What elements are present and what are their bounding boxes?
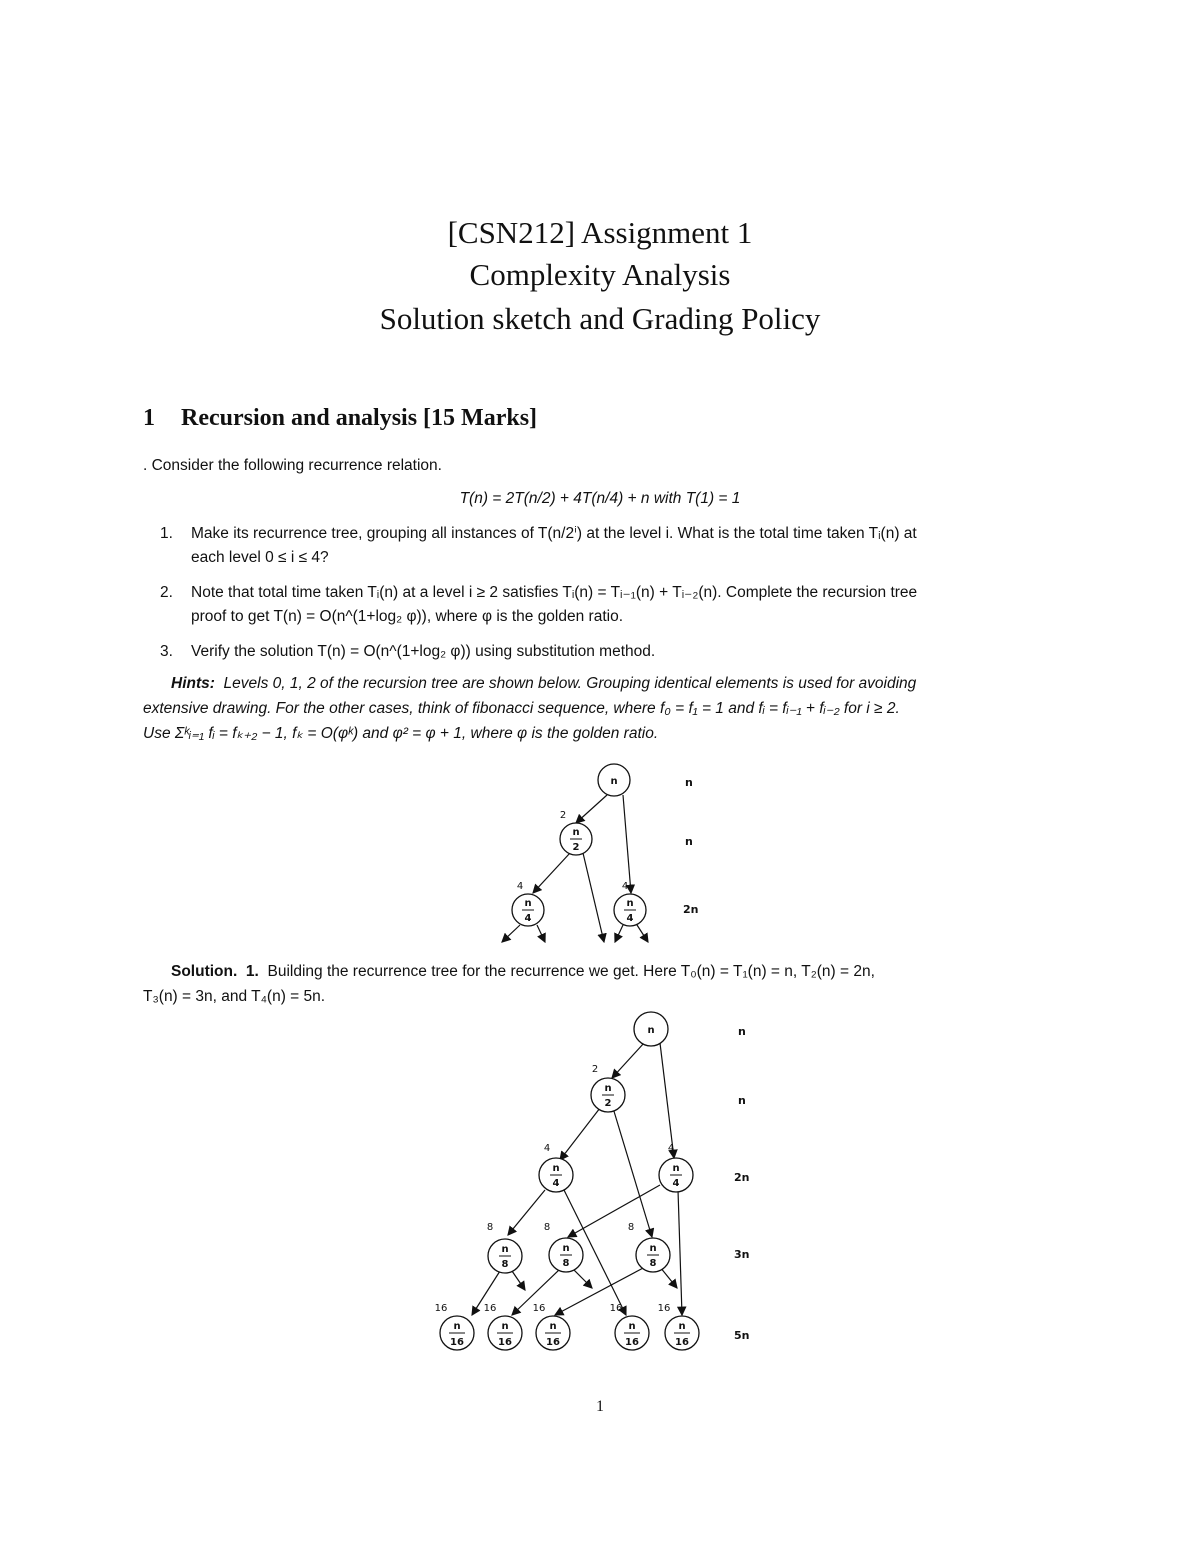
tree-full-edge bbox=[678, 1190, 682, 1315]
tree-small-l2-num: n bbox=[626, 898, 634, 909]
tree-full-l1-den: 2 bbox=[604, 1098, 612, 1109]
tree-small-l2-mult: 4 bbox=[516, 881, 524, 892]
tree-full-l3-num: n bbox=[501, 1244, 509, 1255]
question-1 bbox=[160, 522, 1060, 572]
tree-full-l1-num: n bbox=[604, 1083, 612, 1094]
tree-small-edge bbox=[637, 925, 648, 942]
tree-full-l3-den: 8 bbox=[649, 1258, 657, 1269]
recurrence-equation: T(n) = 2T(n/2) + 4T(n/4) + n with T(1) = 1 bbox=[459, 490, 741, 507]
hints-line-3: Use Σᵏᵢ₌₁ fᵢ = fₖ₊₂ − 1, fₖ = O(φᵏ) and φ² = φ + 1, where φ is the golden ratio. bbox=[143, 724, 659, 742]
tree-full-l4-num: n bbox=[678, 1321, 686, 1332]
tree-full-level-total: 5n bbox=[734, 1329, 750, 1342]
tree-small-level-total: 2n bbox=[683, 903, 699, 916]
tree-small-l1-den: 2 bbox=[572, 842, 580, 853]
tree-small-edge bbox=[533, 853, 570, 893]
tree-full-l2-mult: 4 bbox=[543, 1143, 551, 1154]
tree-full-edge bbox=[512, 1271, 525, 1290]
tree-full-l3-num: n bbox=[562, 1243, 570, 1254]
tree-small-edge bbox=[623, 795, 631, 893]
title-line-3: Solution sketch and Grading Policy bbox=[379, 301, 821, 336]
tree-full-edge bbox=[612, 1043, 644, 1078]
tree-full-l2-den: 4 bbox=[552, 1178, 560, 1189]
tree-full-l4-num: n bbox=[628, 1321, 636, 1332]
tree-full-edge bbox=[613, 1108, 652, 1237]
hints-line-1: Levels 0, 1, 2 of the recursion tree are shown below. Grouping identical elements is used for avoiding bbox=[223, 675, 917, 692]
tree-full-l3-den: 8 bbox=[501, 1259, 509, 1270]
question-2-line-1: Note that total time taken Tᵢ(n) at a level i ≥ 2 satisfies Tᵢ(n) = Tᵢ₋₁(n) + Tᵢ₋₂(n). Complete the recursion tree bbox=[191, 584, 918, 601]
solution-label: Solution. bbox=[171, 963, 238, 980]
tree-full-l4-mult: 16 bbox=[657, 1303, 671, 1314]
question-3 bbox=[160, 640, 1060, 666]
tree-full-l4-num: n bbox=[453, 1321, 461, 1332]
tree-full-l2-den: 4 bbox=[672, 1178, 680, 1189]
tree-full-l4-den: 16 bbox=[498, 1337, 512, 1348]
tree-full-edge bbox=[560, 1108, 600, 1160]
tree-small-level-total: n bbox=[685, 835, 693, 848]
tree-full-edge bbox=[660, 1043, 674, 1158]
tree-full-l4-mult: 16 bbox=[532, 1303, 546, 1314]
tree-full-l4-num: n bbox=[549, 1321, 557, 1332]
tree-small-l1-mult: 2 bbox=[559, 810, 567, 821]
hints-paragraph bbox=[143, 672, 1060, 746]
tree-small-diagram bbox=[480, 755, 720, 950]
question-2-marker: 2. bbox=[160, 584, 173, 601]
tree-full-l3-mult: 8 bbox=[543, 1222, 551, 1233]
question-1-line-2: each level 0 ≤ i ≤ 4? bbox=[191, 549, 329, 566]
tree-full-l3-den: 8 bbox=[562, 1258, 570, 1269]
tree-small-l2-den: 4 bbox=[524, 913, 532, 924]
tree-full-edge bbox=[573, 1269, 592, 1288]
solution-part: 1. bbox=[245, 963, 259, 980]
tree-full-l4-den: 16 bbox=[546, 1337, 560, 1348]
section-number: 1 bbox=[143, 405, 155, 431]
tree-full-l4-den: 16 bbox=[625, 1337, 639, 1348]
tree-full-edge bbox=[555, 1267, 645, 1315]
tree-small-edge bbox=[583, 853, 604, 942]
hints-label: Hints: bbox=[171, 675, 215, 692]
tree-full-diagram bbox=[420, 1005, 780, 1365]
hints-line-2: extensive drawing. For the other cases, think of fibonacci sequence, where f₀ = f₁ = 1 and fᵢ = fᵢ₋₁ + fᵢ₋₂ for i ≥ 2. bbox=[143, 699, 900, 717]
tree-small-edge bbox=[615, 925, 623, 942]
tree-full-level-total: n bbox=[738, 1094, 746, 1107]
tree-small-root-label: n bbox=[610, 776, 618, 787]
tree-full-l3-num: n bbox=[649, 1243, 657, 1254]
title-line-1: [CSN212] Assignment 1 bbox=[447, 215, 753, 250]
solution-line-2: T₃(n) = 3n, and T₄(n) = 5n. bbox=[143, 987, 326, 1005]
tree-full-edge bbox=[568, 1185, 660, 1237]
tree-full-l4-mult: 16 bbox=[483, 1303, 497, 1314]
solution-line-1: Building the recurrence tree for the recurrence we get. Here T₀(n) = T₁(n) = n, T₂(n) = 2n, bbox=[267, 963, 875, 980]
tree-full-l2-num: n bbox=[672, 1163, 680, 1174]
title-line-2: Complexity Analysis bbox=[469, 257, 731, 292]
tree-small-edge bbox=[576, 795, 607, 823]
tree-full-l1-mult: 2 bbox=[591, 1064, 599, 1075]
tree-small-l2-num: n bbox=[524, 898, 532, 909]
tree-full-l4-den: 16 bbox=[675, 1337, 689, 1348]
tree-full-level-total: n bbox=[738, 1025, 746, 1038]
tree-small-l2-den: 4 bbox=[626, 913, 634, 924]
solution-paragraph bbox=[143, 960, 1060, 1010]
question-1-line-1: Make its recurrence tree, grouping all instances of T(n/2ⁱ) at the level i. What is the total time taken Tᵢ(n) at bbox=[191, 525, 917, 542]
question-2 bbox=[160, 581, 1060, 631]
question-1-marker: 1. bbox=[160, 525, 173, 542]
tree-full-l4-mult: 16 bbox=[609, 1303, 623, 1314]
tree-full-edge bbox=[508, 1190, 545, 1235]
tree-full-l2-num: n bbox=[552, 1163, 560, 1174]
question-3-line-1: Verify the solution T(n) = O(n^(1+log₂ φ)) using substitution method. bbox=[191, 643, 656, 660]
tree-full-level-total: 2n bbox=[734, 1171, 750, 1184]
tree-full-l4-den: 16 bbox=[450, 1337, 464, 1348]
page-number: 1 bbox=[596, 1398, 604, 1415]
tree-small-level-total: n bbox=[685, 776, 693, 789]
tree-full-edge bbox=[660, 1267, 677, 1288]
section-heading bbox=[143, 405, 537, 432]
tree-full-l3-mult: 8 bbox=[486, 1222, 494, 1233]
question-2-line-2: proof to get T(n) = O(n^(1+log₂ φ)), where φ is the golden ratio. bbox=[191, 608, 624, 625]
tree-small-edge bbox=[502, 925, 520, 942]
tree-full-l3-mult: 8 bbox=[627, 1222, 635, 1233]
tree-full-l2-mult: 4 bbox=[667, 1143, 675, 1154]
tree-full-root-label: n bbox=[647, 1025, 655, 1036]
intro-text: . Consider the following recurrence relation. bbox=[143, 457, 442, 474]
section-title: Recursion and analysis [15 Marks] bbox=[181, 405, 538, 431]
tree-full-level-total: 3n bbox=[734, 1248, 750, 1261]
tree-small-l2-mult: 4 bbox=[621, 881, 629, 892]
tree-small-l1-num: n bbox=[572, 827, 580, 838]
question-3-marker: 3. bbox=[160, 643, 173, 660]
tree-full-l4-mult: 16 bbox=[434, 1303, 448, 1314]
tree-full-l4-num: n bbox=[501, 1321, 509, 1332]
tree-small-edge bbox=[537, 925, 545, 942]
